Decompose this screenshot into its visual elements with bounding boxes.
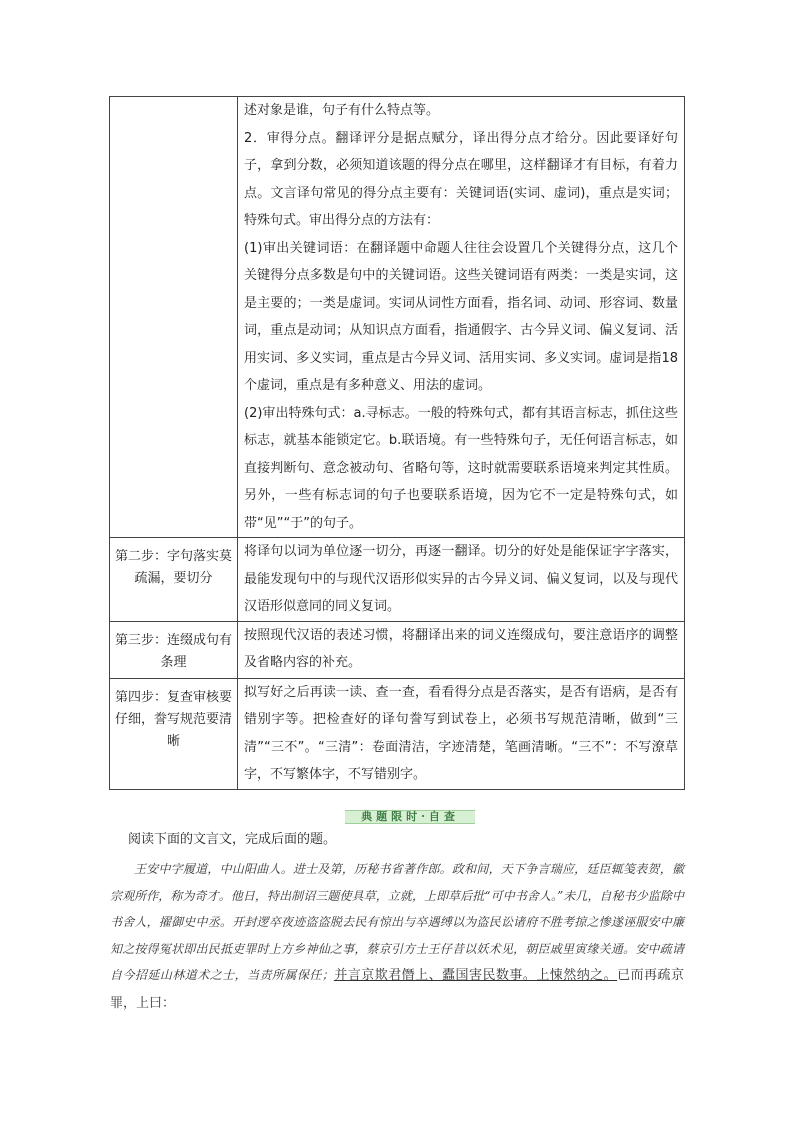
table-row [110,621,685,678]
table-row [110,97,685,538]
step-two-text: 将译句以词为单位逐一切分，再逐一翻译。切分的好处是能保证字字落实，最能发现句中的与现代汉语形似实异的古今异义词、偏义复词，以及与现代汉语形似意同的同义复词。 [238,538,685,622]
step-one-continued-cell [238,97,685,538]
passage-tail-text: 已而再疏京罪，上曰： [110,968,684,1011]
section-banner [345,806,475,826]
step-three-text: 按照现代汉语的表述习惯，将翻译出来的词义连缀成句，要注意语序的调整及省略内容的补充。 [238,621,685,678]
instruction-text: 阅读下面的文言文，完成后面的题。 [128,832,337,847]
classical-passage [110,856,684,1017]
step-two-label: 第二步：字句落实莫疏漏，要切分 [110,538,238,622]
empty-label-cell [110,97,238,538]
table-row [110,538,685,622]
banner-title: 典题限时·自查 [361,810,459,823]
underlined-sentence: 并言京欺君僭上、蠹国害民数事。上悚然纳之。 [333,968,618,983]
passage-paragraph [110,856,684,1017]
step-three-label: 第三步：连缀成句有条理 [110,621,238,678]
step-four-text: 拟写好之后再读一读、查一查，看看得分点是否落实，是否有语病，是否有错别字等。把检查好的译句誊写到试卷上，必须书写规范清晰，做到“三清”“三不”。“三清”：卷面清洁，字迹清楚，笔画清晰。“三不”：不写潦草字，不写繁体字，不写错别字。 [238,678,685,789]
table-row [110,678,685,789]
passage-main-text: 王安中字履道，中山阳曲人。进士及第，历秘书省著作郎。政和间，天下争言瑞应，廷臣辄笺表贺，徽宗观所作，称为奇才。他日，特出制诏三题使具草，立就，上即草后批“可中书舍人。”未几，自秘书少监除中书舍人，擢御史中丞。开封逻卒夜迹盗盗脱去民有惊出与卒遇缚以为盗民讼诸府不胜考掠之惨遂诬服安中廉知之按得冤状即出民抵吏罪时上方乡神仙之事，蔡京引方士王仔昔以妖术见，朝臣戚里寅缘关通。安中疏请自今招延山林道术之士，当责所属保任； [110,862,684,982]
step-four-label: 第四步：复查审核要仔细，誊写规范要清晰 [110,678,238,789]
paragraph: 2．审得分点。翻译评分是据点赋分，译出得分点才给分。因此要译好句子，拿到分数，必须知道该题的得分点在哪里，这样翻译才有目标，有着力点。文言译句常见的得分点主要有：关键词语(实词、虚词)，重点是实词；特殊句式。审出得分点的方法有： [244,130,678,228]
method-table [109,96,685,790]
paragraph: (1)审出关键词语：在翻译题中命题人往往会设置几个关键得分点，这几个关键得分点多数是句中的关键词语。这些关键词语有两类：一类是实词，这是主要的；一类是虚词。实词从词性方面看，指名词、动词、形容词、数量词，重点是动词；从知识点方面看，指通假字、古今异义词、偏义复词、活用实词、多义实词，重点是古今异义词、活用实词、多义实词。虚词是指18个虚词，重点是有多种意义、用法的虚词。 [244,240,678,393]
paragraph: (2)审出特殊句式：a.寻标志。一般的特殊句式，都有其语言标志，抓住这些标志，就基本能锁定它。b.联语境。有一些特殊句子，无任何语言标志，如直接判断句、意念被动句、省略句等，这时就需要联系语境来判定其性质。另外，一些有标志词的句子也要联系语境，因为它不一定是特殊句式，如带“见”“于”的句子。 [244,405,678,531]
paragraph: 述对象是谁，句子有什么特点等。 [244,103,440,118]
